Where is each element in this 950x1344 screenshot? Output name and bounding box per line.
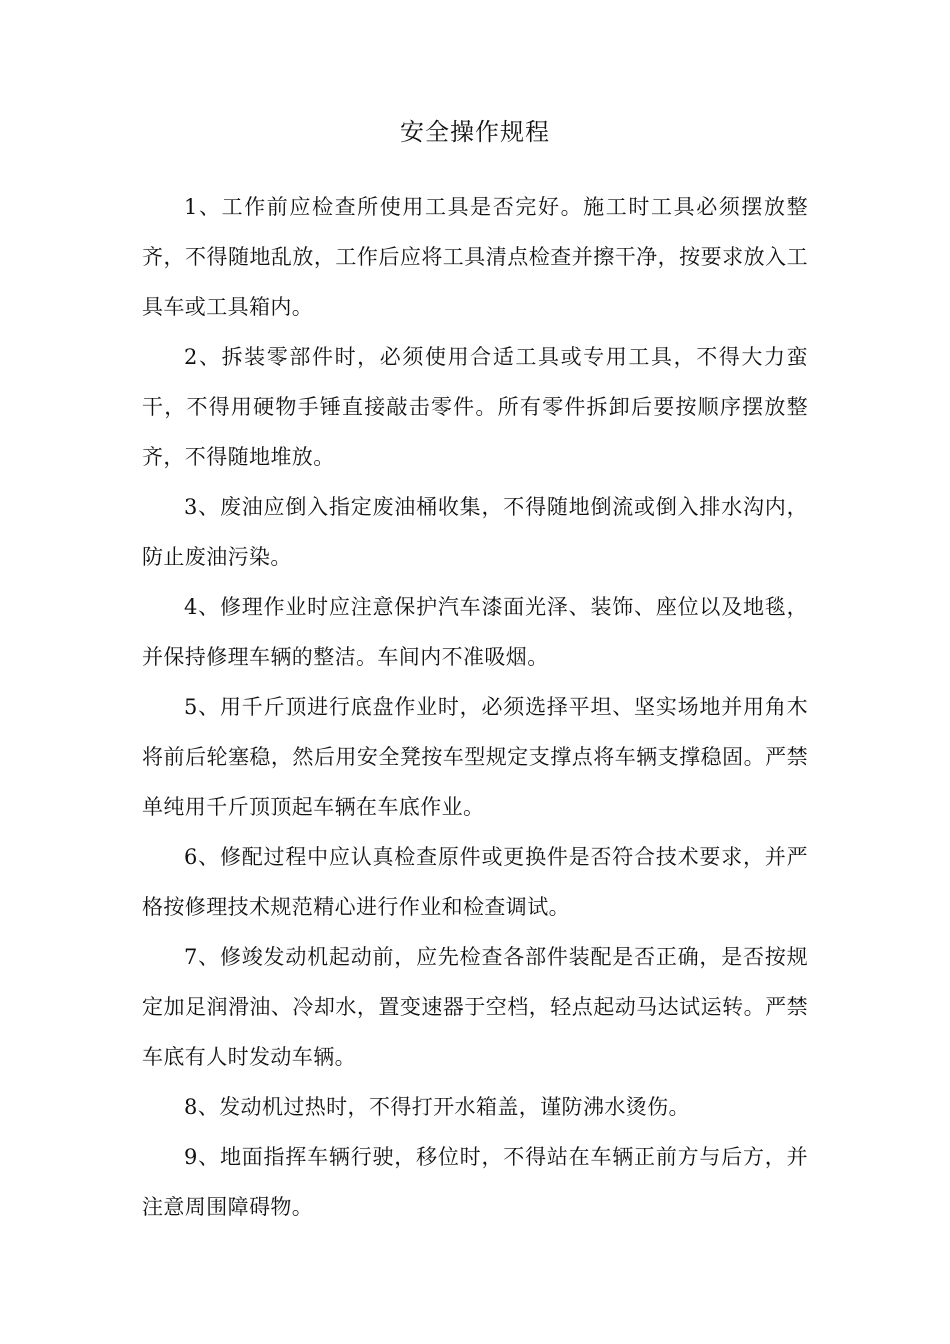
paragraph-2: 2、拆装零部件时，必须使用合适工具或专用工具，不得大力蛮干，不得用硬物手锤直接敲击零件。所有零件拆卸后要按顺序摆放整齐，不得随地堆放。 — [142, 345, 808, 469]
paragraph-4: 4、修理作业时应注意保护汽车漆面光泽、装饰、座位以及地毯，并保持修理车辆的整洁。车间内不准吸烟。 — [142, 595, 808, 669]
paragraph-8: 8、发动机过热时，不得打开水箱盖，谨防沸水烫伤。 — [184, 1095, 690, 1119]
paragraph-1: 1、工作前应检查所使用工具是否完好。施工时工具必须摆放整齐，不得随地乱放，工作后应将工具清点检查并擦干净，按要求放入工具车或工具箱内。 — [142, 195, 808, 319]
document-body — [142, 182, 808, 1232]
paragraph-6: 6、修配过程中应认真检查原件或更换件是否符合技术要求，并严格按修理技术规范精心进行作业和检查调试。 — [142, 845, 808, 919]
paragraph-7: 7、修竣发动机起动前，应先检查各部件装配是否正确，是否按规定加足润滑油、冷却水，置变速器于空档，轻点起动马达试运转。严禁车底有人时发动车辆。 — [142, 945, 808, 1069]
document-title: 安全操作规程 — [400, 118, 550, 146]
paragraph-5: 5、用千斤顶进行底盘作业时，必须选择平坦、坚实场地并用角木将前后轮塞稳，然后用安全凳按车型规定支撑点将车辆支撑稳固。严禁单纯用千斤顶顶起车辆在车底作业。 — [142, 695, 808, 819]
paragraph-3: 3、废油应倒入指定废油桶收集，不得随地倒流或倒入排水沟内，防止废油污染。 — [142, 495, 808, 569]
paragraph-9: 9、地面指挥车辆行驶，移位时，不得站在车辆正前方与后方，并注意周围障碍物。 — [142, 1145, 808, 1219]
